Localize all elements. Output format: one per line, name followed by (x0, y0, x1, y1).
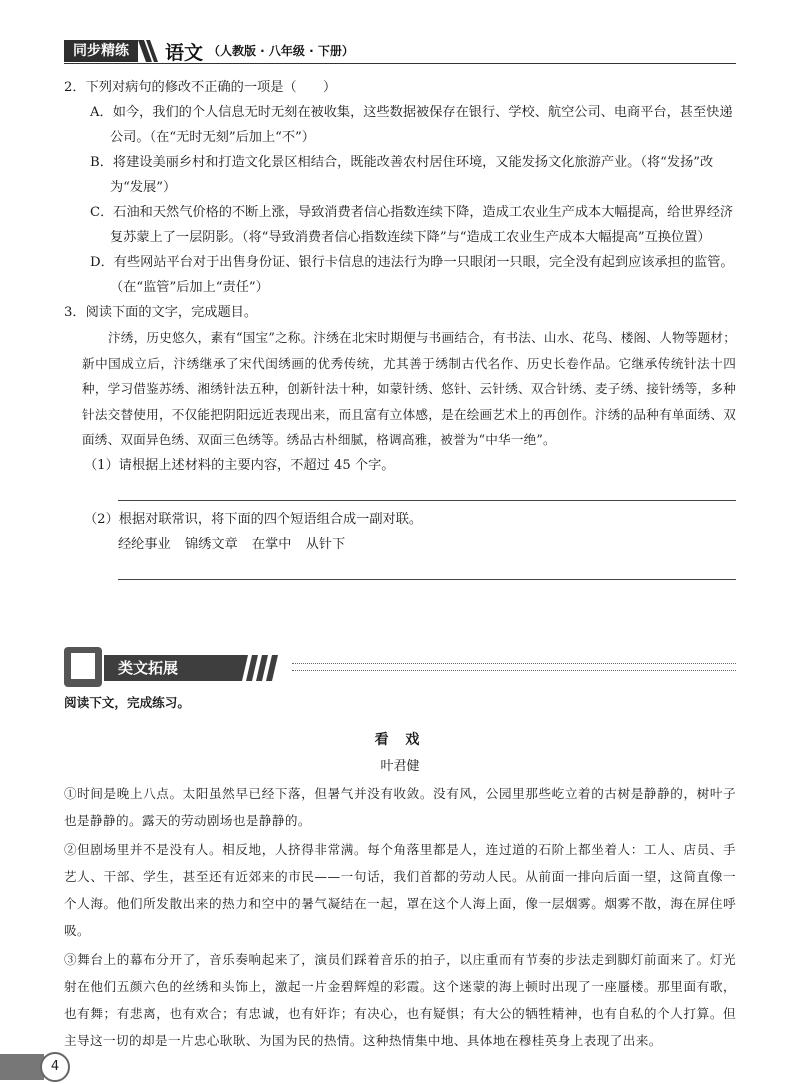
question-3-sub1: （1）请根据上述材料的主要内容，不超过 45 个字。 (84, 457, 395, 473)
answer-line-2[interactable] (118, 557, 736, 580)
phrase-item: 在掌中 (251, 536, 292, 552)
question-2-option-d: D．有些网站平台对于出售身份证、银行卡信息的违法行为睁一只眼闭一只眼，完全没有起到应该承担的监管。（在“监管”后加上“责任”） (90, 255, 734, 295)
question-2-stem: 2．下列对病句的修改不正确的一项是（ ） (64, 80, 337, 95)
subject-title: 语文 (165, 42, 204, 64)
question-3 (64, 300, 736, 580)
question-2-option-b: B．将建设美丽乡村和打造文化景区相结合，既能改善农村居住环境，又能发扬文化旅游产业。（将“发扬”改为“发展”） (90, 155, 714, 195)
brand-stripes-decoration (138, 40, 160, 62)
section-banner (64, 647, 736, 687)
header-rule (64, 63, 736, 64)
question-3-stem: 3．阅读下面的文字，完成题目。 (64, 305, 258, 320)
footer-bar (0, 1054, 44, 1080)
question-2-option-c: C．石油和天然气价格的不断上涨，导致消费者信心指数连续下降，造成工农业生产成本大幅提高，给世界经济复苏蒙上了一层阴影。（将“导致消费者信心指数连续下降”与“造成工农业生产成本大幅提高”互换位置） (90, 205, 734, 245)
article-author: 叶君健 (380, 759, 420, 774)
question-3-passage: 汴绣，历史悠久，素有“国宝”之称。汴绣在北宋时期便与书画结合，有书法、山水、花鸟、楼阁、人物等题材；新中国成立后，汴绣继承了宋代闺绣画的优秀传统，尤其善于绣制古代名作、历史长卷作品。它继承传统针法十四种，学习借鉴苏绣、湘绣针法五种，创新针法十种，如蒙针绣、悠针、云针绣、双合针绣、麦子绣、接针绣等，多种针法交替使用，不仅能把阴阳远近表现出来，而且富有立体感，是在绘画艺术上的再创作。汴绣的品种有单面绣、双面绣、双面异色绣、双面三色绣等。绣品古朴细腻，格调高雅，被誉为“中华一绝”。 (82, 330, 736, 447)
reading-area (64, 692, 736, 1054)
article-paragraph: ①时间是晚上八点。太阳虽然早已经下落，但暑气并没有收敛。没有风，公园里那些屹立着的古树是静静的，树叶子也是静静的。露天的劳动剧场也是静静的。 (64, 786, 736, 828)
slash-decoration (240, 655, 290, 681)
phrase-item: 从针下 (305, 536, 346, 552)
phrase-item: 经纶事业 (118, 536, 171, 552)
answer-line-1[interactable] (118, 478, 736, 501)
question-2-option-a: A．如今，我们的个人信息无时无刻在被收集，这些数据被保存在银行、学校、航空公司、电商平台，甚至快递公司。（在“无时无刻”后加上“不”） (90, 105, 733, 145)
phrase-item: 锦绣文章 (184, 536, 238, 552)
page-footer (0, 1040, 200, 1084)
questions-area (64, 75, 736, 580)
article-paragraph: ②但剧场里并不是没有人。相反地，人挤得非常满。每个角落里都是人，连过道的石阶上都坐着人：工人、店员、手艺人、干部、学生，甚至还有近郊来的市民——一句话，我们首都的劳动人民。从前面一排向后面一望，这简直像一个人海。他们所发散出来的热力和空中的暑气凝结在一起，罩在这个人海上面，像一层烟雾。烟雾不散，海在屏住呼吸。 (64, 842, 736, 938)
article-title: 看 戏 (374, 732, 426, 748)
page-header (0, 30, 800, 64)
phrase-list (64, 532, 736, 557)
edition-label: （人教版 · 八年级 · 下册） (208, 44, 354, 58)
question-2 (64, 75, 736, 300)
book-icon (64, 647, 102, 687)
section-title: 类文拓展 (104, 655, 240, 681)
article-paragraph: ③舞台上的幕布分开了，音乐奏响起来了，演员们踩着音乐的拍子，以庄重而有节奏的步法走到脚灯前面来了。灯光射在他们五颜六色的丝绣和头饰上，激起一片金碧辉煌的彩霞。这个迷蒙的海上顿时出现了一座蜃楼。那里面有歌，也有舞；有悲离，也有欢合；有忠诚，也有奸诈；有决心，也有疑惧；有大公的牺牲精神，也有自私的个人打算。但主导这一切的却是一片忠心耿耿、为国为民的热情。这种热情集中地、具体地在穆桂英身上表现了出来。 (64, 952, 736, 1048)
series-brand: 同步精练 (64, 40, 138, 62)
section-divider (292, 663, 736, 671)
page-number: 4 (40, 1052, 70, 1082)
question-3-sub2: （2）根据对联常识，将下面的四个短语组合成一副对联。 (84, 511, 423, 527)
reading-instruction: 阅读下文，完成练习。 (64, 695, 190, 710)
